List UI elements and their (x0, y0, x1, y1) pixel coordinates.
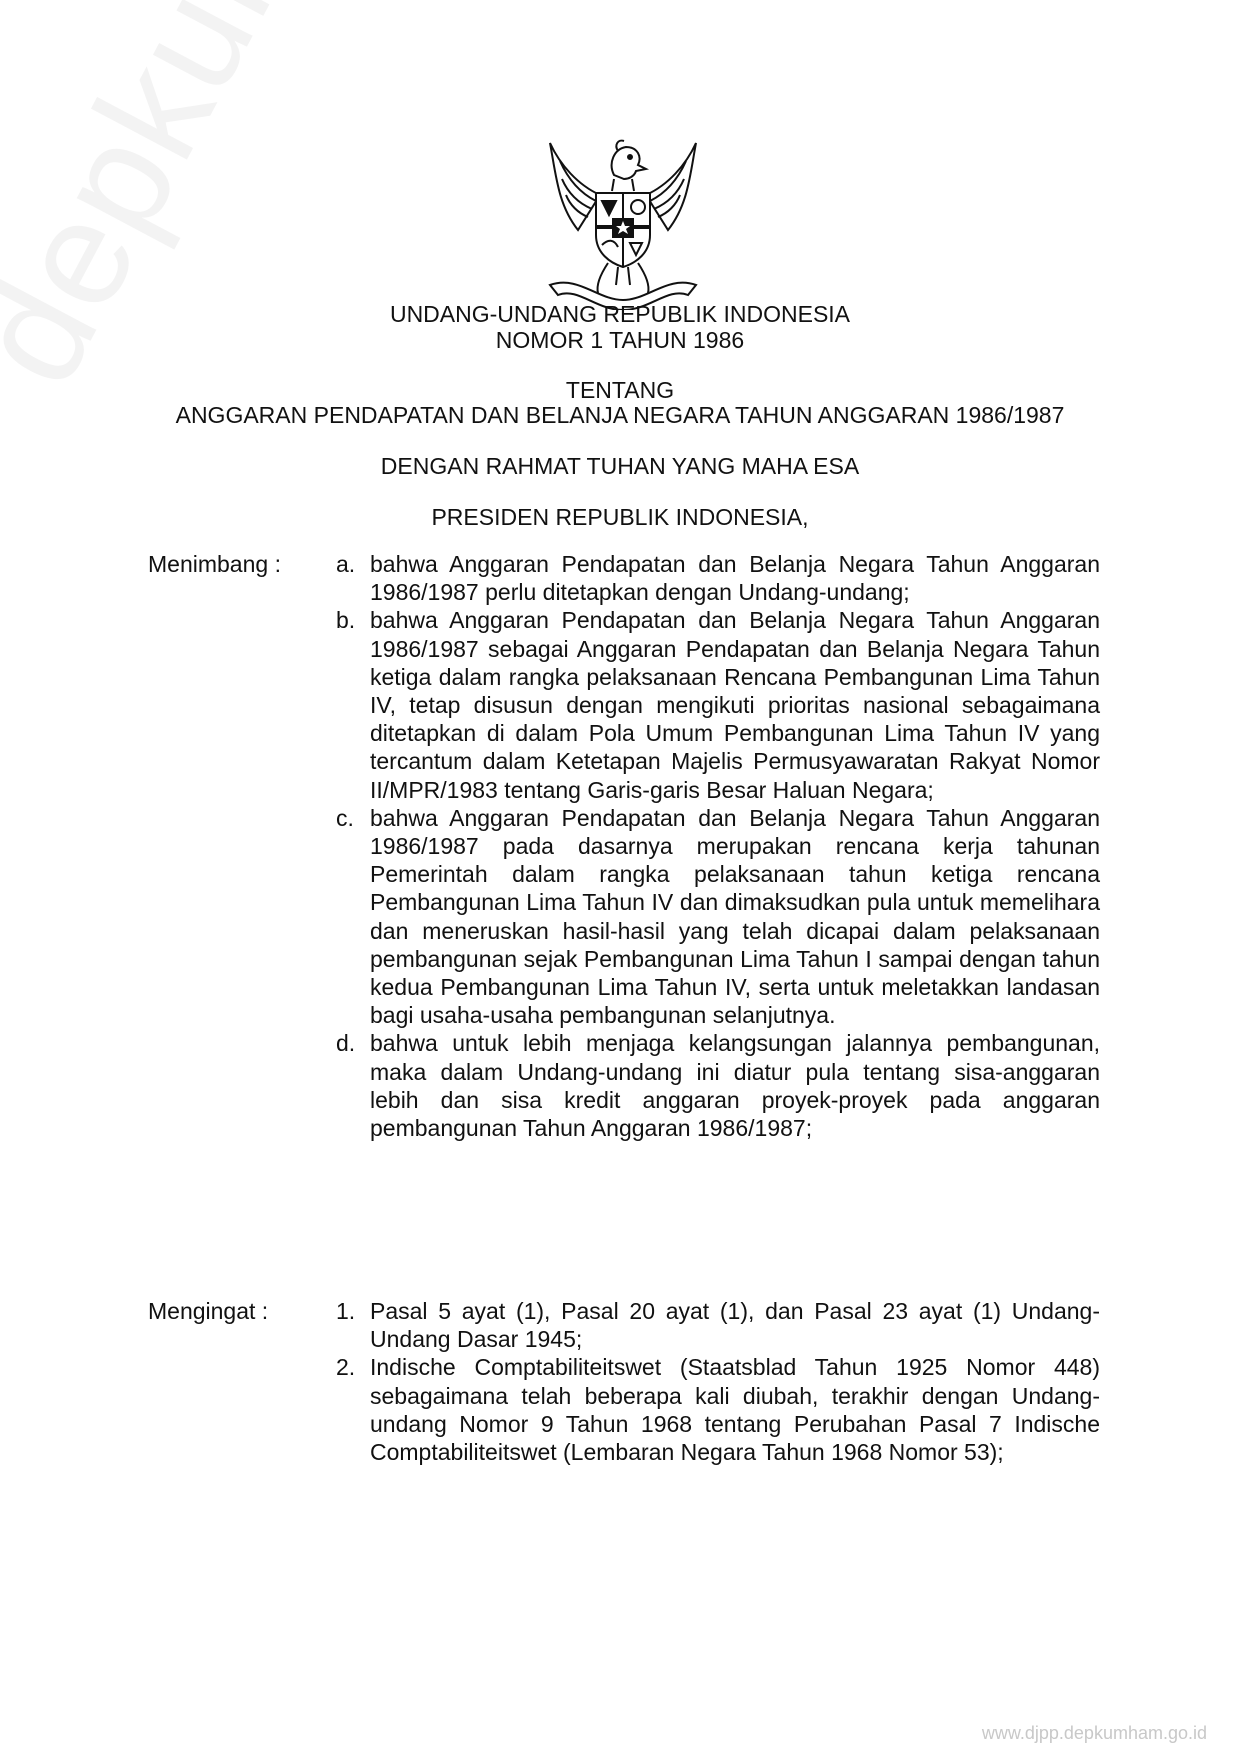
item-text: bahwa Anggaran Pendapatan dan Belanja Negara Tahun Anggaran 1986/1987 perlu ditetapkan dengan Undang-undang; (370, 551, 1100, 606)
menimbang-item (336, 1029, 1100, 1142)
law-number: NOMOR 1 TAHUN 1986 (495, 327, 745, 353)
item-marker: a. (336, 551, 356, 577)
menimbang-item (336, 804, 1100, 1030)
garuda-emblem-icon (538, 135, 708, 310)
president-heading: PRESIDEN REPUBLIK INDONESIA, (431, 504, 809, 530)
menimbang-label: Menimbang : (148, 551, 281, 577)
item-marker: 2. (336, 1354, 356, 1381)
item-marker: 1. (336, 1298, 356, 1324)
mengingat-item (336, 1297, 1100, 1353)
menimbang-item (336, 550, 1100, 606)
mengingat-item (336, 1353, 1100, 1466)
item-text: bahwa untuk lebih menjaga kelangsungan jalannya pembangunan, maka dalam Undang-undang ini diatur pula tentang sisa-anggaran lebih dan sisa kredit anggaran proyek-proyek pada anggaran pembangunan Tahun Anggaran 1986/1987; (370, 1030, 1100, 1142)
item-text: bahwa Anggaran Pendapatan dan Belanja Negara Tahun Anggaran 1986/1987 sebagai Anggaran Pendapatan dan Belanja Negara Tahun ketiga dalam rangka pelaksanaan Rencana Pembangunan Lima Tahun IV, tetap disusun dengan mengikuti prioritas nasional sebagaimana ditetapkan di dalam Pola Umum Pembangunan Lima Tahun IV yang tercantum dalam Ketetapan Majelis Permusyawaratan Rakyat Nomor II/MPR/1983 tentang Garis-garis Besar Haluan Negara; (370, 607, 1100, 803)
mengingat-list (336, 1297, 1100, 1466)
menimbang-item (336, 606, 1100, 803)
menimbang-list (336, 550, 1100, 1142)
item-text: Indische Comptabiliteitswet (Staatsblad Tahun 1925 Nomor 448) sebagaimana telah beberapa kali diubah, terakhir dengan Undang-undang Nomor 9 Tahun 1968 tentang Perubahan Pasal 7 Indische Comptabiliteitswet (Lembaran Negara Tahun 1968 Nomor 53); (370, 1354, 1100, 1466)
item-marker: b. (336, 607, 356, 634)
footer-url[interactable]: www.djpp.depkumham.go.id (981, 1723, 1207, 1743)
mengingat-label: Mengingat : (148, 1298, 269, 1324)
item-text: Pasal 5 ayat (1), Pasal 20 ayat (1), dan Pasal 23 ayat (1) Undang-Undang Dasar 1945; (370, 1298, 1100, 1353)
item-marker: d. (336, 1030, 356, 1057)
item-marker: c. (336, 804, 354, 831)
invocation: DENGAN RAHMAT TUHAN YANG MAHA ESA (380, 453, 860, 479)
item-text: bahwa Anggaran Pendapatan dan Belanja Negara Tahun Anggaran 1986/1987 pada dasarnya merupakan rencana kerja tahunan Pemerintah dalam rangka pelaksanaan tahun ketiga rencana Pembangunan Lima Tahun IV dan dimaksudkan pula untuk memelihara dan meneruskan hasil-hasil yang telah dicapai dalam pelaksanaan pembangunan sejak Pembangunan Lima Tahun I sampai dengan tahun kedua Pembangunan Lima Tahun IV, serta untuk meletakkan landasan bagi usaha-usaha pembangunan selanjutnya. (370, 804, 1100, 1029)
law-title: UNDANG-UNDANG REPUBLIK INDONESIA (389, 301, 851, 327)
tentang-heading: TENTANG (565, 377, 675, 403)
law-subject: ANGGARAN PENDAPATAN DAN BELANJA NEGARA TAHUN ANGGARAN 1986/1987 (175, 402, 1065, 428)
